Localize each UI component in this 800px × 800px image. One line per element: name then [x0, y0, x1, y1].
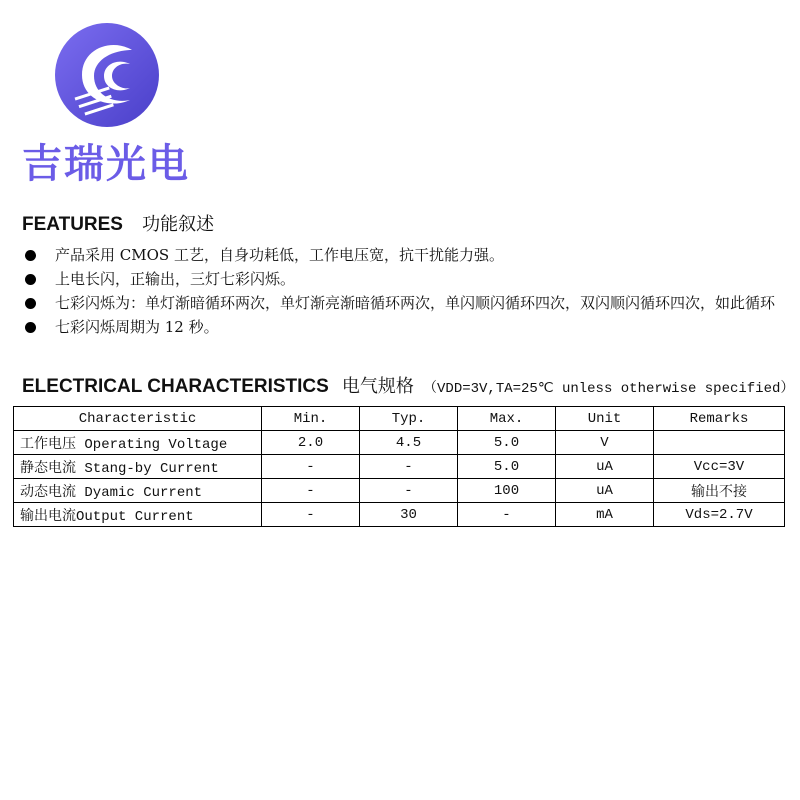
feature-text: 七彩闪烁周期为 12 秒。 — [55, 318, 219, 336]
electrical-heading — [22, 372, 794, 398]
char-zh: 动态电流 — [20, 483, 76, 500]
cell-characteristic — [14, 431, 262, 455]
cell-min: - — [262, 455, 360, 479]
cell-min: 2.0 — [262, 431, 360, 455]
cell-typ: - — [360, 455, 458, 479]
cell-typ: - — [360, 479, 458, 503]
list-item — [22, 291, 782, 315]
list-item — [22, 243, 782, 267]
header-max: Max. — [458, 407, 556, 431]
features-title-en: FEATURES — [22, 214, 123, 235]
char-en: Stang-by Current — [76, 460, 219, 477]
brand-name: 吉瑞光电 — [22, 141, 190, 187]
char-zh: 静态电流 — [20, 459, 76, 476]
electrical-condition: （VDD=3V,TA=25℃ unless otherwise specified） — [423, 381, 795, 397]
cell-characteristic — [14, 503, 262, 527]
header-typ: Typ. — [360, 407, 458, 431]
feature-text: 产品采用 CMOS 工艺，自身功耗低，工作电压宽，抗干扰能力强。 — [55, 246, 504, 264]
header-unit: Unit — [556, 407, 654, 431]
feature-text: 七彩闪烁为：单灯渐暗循环两次，单灯渐亮渐暗循环两次，单闪顺闪循环四次，双闪顺闪循环四次，如此循环 — [55, 294, 776, 312]
cell-min: - — [262, 503, 360, 527]
cell-remarks — [654, 431, 785, 455]
bullet-icon — [25, 274, 36, 285]
feature-text: 上电长闪，正输出，三灯七彩闪烁。 — [55, 270, 296, 288]
header-min: Min. — [262, 407, 360, 431]
char-en: Operating Voltage — [76, 436, 228, 453]
cell-max: - — [458, 503, 556, 527]
cell-unit: uA — [556, 455, 654, 479]
circular-swirl-logo-icon — [52, 20, 162, 130]
header-remarks: Remarks — [654, 407, 785, 431]
list-item — [22, 267, 782, 291]
table-row — [14, 431, 785, 455]
cell-unit: mA — [556, 503, 654, 527]
cell-typ: 4.5 — [360, 431, 458, 455]
electrical-title-en: ELECTRICAL CHARACTERISTICS — [22, 376, 329, 397]
cell-remarks: Vds=2.7V — [654, 503, 785, 527]
cell-max: 5.0 — [458, 431, 556, 455]
table-header-row — [14, 407, 785, 431]
bullet-icon — [25, 298, 36, 309]
cell-unit: V — [556, 431, 654, 455]
electrical-title-zh: 电气规格 — [341, 376, 414, 397]
table-row — [14, 503, 785, 527]
bullet-icon — [25, 250, 36, 261]
features-list — [22, 243, 782, 339]
cell-max: 100 — [458, 479, 556, 503]
spec-table — [13, 406, 785, 527]
cell-remarks: Vcc=3V — [654, 455, 785, 479]
char-en: Dyamic Current — [76, 484, 203, 501]
features-heading — [22, 210, 214, 236]
table-row — [14, 455, 785, 479]
char-zh: 工作电压 — [20, 435, 76, 452]
char-zh: 输出电流 — [20, 507, 76, 524]
cell-min: - — [262, 479, 360, 503]
header-characteristic: Characteristic — [14, 407, 262, 431]
bullet-icon — [25, 322, 36, 333]
cell-max: 5.0 — [458, 455, 556, 479]
cell-unit: uA — [556, 479, 654, 503]
features-title-zh: 功能叙述 — [142, 214, 215, 235]
table-row — [14, 479, 785, 503]
cell-remarks: 输出不接 — [654, 479, 785, 503]
cell-characteristic — [14, 455, 262, 479]
cell-typ: 30 — [360, 503, 458, 527]
list-item — [22, 315, 782, 339]
cell-characteristic — [14, 479, 262, 503]
char-en: Output Current — [76, 508, 194, 525]
